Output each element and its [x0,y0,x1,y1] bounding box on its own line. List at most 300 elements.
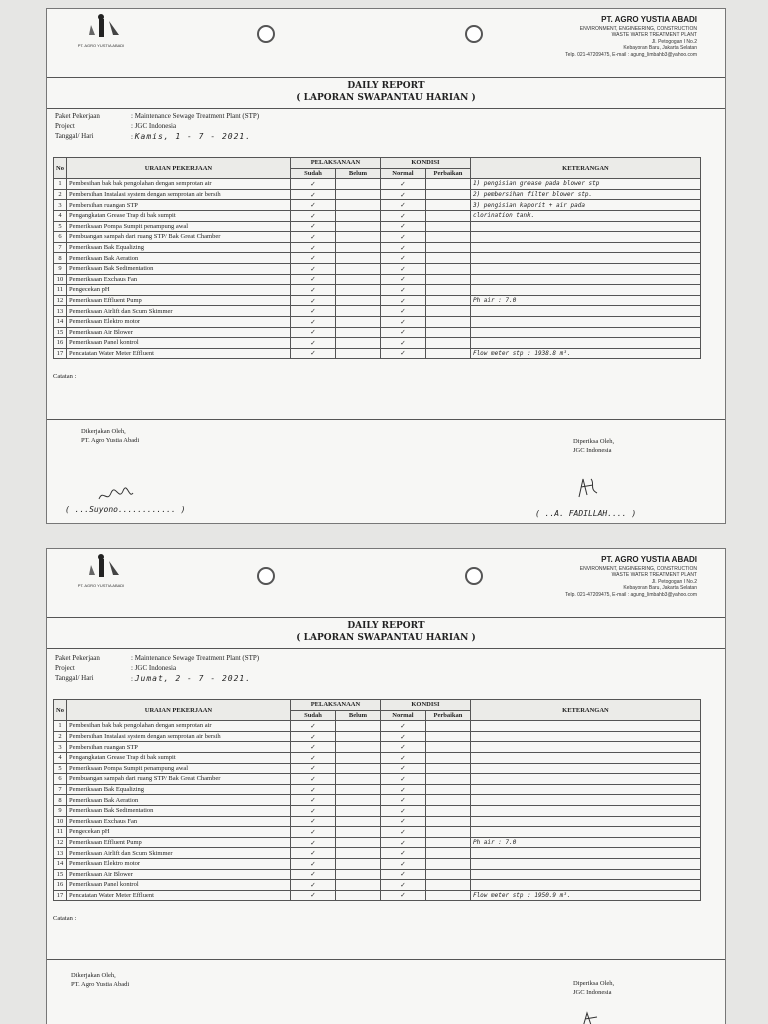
keterangan-cell [470,253,700,264]
belum-cell [335,805,380,816]
row-number: 5 [54,763,67,774]
perbaikan-cell [425,232,470,243]
table-row [54,338,701,349]
normal-check: ✓ [380,774,425,785]
logo-text: PT. AGRO YUSTIA ABADI [77,583,125,588]
sudah-check: ✓ [290,858,335,869]
normal-check: ✓ [380,827,425,838]
table-row [54,752,701,763]
col-normal: Normal [380,168,425,179]
col-no: No [54,158,67,179]
belum-cell [335,232,380,243]
task-description: Pengecekan pH [66,827,290,838]
task-description: Pemeriksaan Effluent Pump [66,295,290,306]
keterangan-cell [470,263,700,274]
keterangan-cell [470,338,700,349]
catatan-label: Catatan : [53,373,77,380]
report-title [47,77,725,109]
keterangan-cell [470,731,700,742]
keterangan-cell [470,221,700,232]
perbaikan-cell [425,752,470,763]
task-description: Pemeriksaan Exchaus Fan [66,816,290,827]
normal-check: ✓ [380,232,425,243]
task-description: Pembersihan Instalasi system dengan semprotan air bersih [66,189,290,200]
col-no: No [54,700,67,721]
table-row [54,306,701,317]
table-row [54,348,701,359]
row-number: 15 [54,869,67,880]
meta-value: : JGC Indonesia [131,122,177,130]
row-number: 16 [54,880,67,891]
normal-check: ✓ [380,338,425,349]
col-sudah: Sudah [290,168,335,179]
signature-right [573,979,614,997]
table-row [54,327,701,338]
table-row [54,763,701,774]
punch-hole [257,25,275,43]
row-number: 13 [54,848,67,859]
normal-check: ✓ [380,253,425,264]
task-description: Pemeriksaan Elektro motor [66,316,290,327]
company-name: PT. AGRO YUSTIA ABADI [601,555,697,564]
normal-check: ✓ [380,795,425,806]
row-number: 12 [54,295,67,306]
perbaikan-cell [425,263,470,274]
sign-org: PT. Agro Yustia Abadi [71,981,130,988]
perbaikan-cell [425,848,470,859]
task-description: Pembersihan Instalasi system dengan semprotan air bersih [66,731,290,742]
perbaikan-cell [425,221,470,232]
signature-scribble-left [97,485,137,505]
company-logo [61,13,141,55]
company-line: ENVIRONMENT, ENGINEERING, CONSTRUCTION [579,565,697,572]
task-description: Pemeriksaan Effluent Pump [66,837,290,848]
normal-check: ✓ [380,805,425,816]
report-table [53,699,701,901]
belum-cell [335,731,380,742]
sudah-check: ✓ [290,731,335,742]
row-number: 7 [54,784,67,795]
sudah-check: ✓ [290,200,335,211]
row-number: 9 [54,263,67,274]
perbaikan-cell [425,742,470,753]
row-number: 6 [54,774,67,785]
row-number: 6 [54,232,67,243]
table-row [54,731,701,742]
table-row [54,263,701,274]
perbaikan-cell [425,316,470,327]
punch-hole [465,567,483,585]
col-pelaksanaan: PELAKSANAAN [290,158,380,169]
normal-check: ✓ [380,306,425,317]
col-keterangan: KETERANGAN [470,158,700,179]
task-rows [54,721,701,901]
perbaikan-cell [425,253,470,264]
perbaikan-cell [425,285,470,296]
company-name: PT. AGRO YUSTIA ABADI [601,15,697,24]
perbaikan-cell [425,348,470,359]
col-keterangan: KETERANGAN [470,700,700,721]
sign-org: JGC Indonesia [573,989,612,996]
keterangan-cell [470,285,700,296]
sudah-check: ✓ [290,285,335,296]
row-number: 4 [54,752,67,763]
normal-check: ✓ [380,869,425,880]
perbaikan-cell [425,805,470,816]
perbaikan-cell [425,189,470,200]
normal-check: ✓ [380,721,425,732]
belum-cell [335,774,380,785]
sudah-check: ✓ [290,816,335,827]
table-row [54,774,701,785]
sudah-check: ✓ [290,338,335,349]
normal-check: ✓ [380,221,425,232]
meta-label: Paket Pekerjaan [55,654,100,662]
report-title [47,617,725,649]
normal-check: ✓ [380,210,425,221]
table-row [54,179,701,190]
normal-check: ✓ [380,880,425,891]
task-description: Pemeriksaan Elektro motor [66,858,290,869]
belum-cell [335,263,380,274]
row-number: 1 [54,721,67,732]
table-row [54,869,701,880]
perbaikan-cell [425,816,470,827]
keterangan-cell [470,869,700,880]
keterangan-cell [470,742,700,753]
task-description: Pembuangan sampah dari ruang STP/ Bak Great Chamber [66,232,290,243]
sudah-check: ✓ [290,263,335,274]
belum-cell [335,253,380,264]
perbaikan-cell [425,784,470,795]
keterangan-cell [470,752,700,763]
sudah-check: ✓ [290,869,335,880]
keterangan-cell: Ph air : 7.0 [470,837,700,848]
row-number: 2 [54,731,67,742]
belum-cell [335,179,380,190]
normal-check: ✓ [380,763,425,774]
sudah-check: ✓ [290,837,335,848]
col-sudah: Sudah [290,710,335,721]
table-row [54,742,701,753]
perbaikan-cell [425,295,470,306]
sudah-check: ✓ [290,721,335,732]
title-line: DAILY REPORT [347,621,425,631]
sudah-check: ✓ [290,306,335,317]
table-row [54,805,701,816]
table-row [54,274,701,285]
logo-text: PT. AGRO YUSTIA ABADI [77,43,125,48]
keterangan-cell: 2) pembersihan filter blower stp. [470,189,700,200]
task-description: Pengecekan pH [66,285,290,296]
belum-cell [335,784,380,795]
table-row [54,189,701,200]
task-description: Pemeriksaan Bak Equalizing [66,784,290,795]
belum-cell [335,763,380,774]
task-description: Pemeriksaan Panel kontrol [66,338,290,349]
sudah-check: ✓ [290,763,335,774]
belum-cell [335,316,380,327]
normal-check: ✓ [380,179,425,190]
keterangan-cell [470,805,700,816]
sudah-check: ✓ [290,232,335,243]
keterangan-cell [470,858,700,869]
company-line: ENVIRONMENT, ENGINEERING, CONSTRUCTION [579,25,697,32]
perbaikan-cell [425,731,470,742]
belum-cell [335,816,380,827]
row-number: 10 [54,816,67,827]
normal-check: ✓ [380,189,425,200]
row-number: 10 [54,274,67,285]
task-description: Pemeriksaan Air Blower [66,327,290,338]
keterangan-cell: 3) pengisian kaporit + air pada [470,200,700,211]
perbaikan-cell [425,774,470,785]
sign-label: Diperiksa Oleh, [573,980,615,987]
task-description: Pemeriksaan Panel kontrol [66,880,290,891]
normal-check: ✓ [380,752,425,763]
perbaikan-cell [425,210,470,221]
task-description: Pembersihan ruangan STP [66,200,290,211]
meta-value: : JGC Indonesia [131,664,177,672]
signer-right-name: ( ..A. FADILLAH.... ) [535,509,637,518]
sudah-check: ✓ [290,253,335,264]
belum-cell [335,795,380,806]
sign-label: Dikerjakan Oleh, [71,972,116,979]
sudah-check: ✓ [290,890,335,901]
task-description: Pengangkatan Grease Trap di bak sumpit [66,210,290,221]
belum-cell [335,858,380,869]
row-number: 13 [54,306,67,317]
sudah-check: ✓ [290,348,335,359]
report-meta: Paket Pekerjaan : Maintenance Sewage Treatment Plant (STP) Project : JGC Indonesia Tanggal/ Hari : Jumat, 2 - 7 - 2021. [47,653,725,683]
task-description: Pembesihan bak bak pengolahan dengan semprotan air [66,721,290,732]
table-row [54,784,701,795]
normal-check: ✓ [380,295,425,306]
col-uraian: URAIAN PEKERJAAN [66,158,290,179]
row-number: 3 [54,742,67,753]
row-number: 17 [54,890,67,901]
company-header [565,557,697,598]
sudah-check: ✓ [290,742,335,753]
task-description: Pemeriksaan Bak Equalizing [66,242,290,253]
normal-check: ✓ [380,890,425,901]
row-number: 14 [54,858,67,869]
normal-check: ✓ [380,316,425,327]
belum-cell [335,210,380,221]
row-number: 14 [54,316,67,327]
task-description: Pemeriksaan Exchaus Fan [66,274,290,285]
row-number: 11 [54,285,67,296]
meta-value: : Maintenance Sewage Treatment Plant (STP) [131,112,260,120]
row-number: 8 [54,253,67,264]
table-row [54,232,701,243]
sudah-check: ✓ [290,795,335,806]
meta-value: : Maintenance Sewage Treatment Plant (STP) [131,654,260,662]
title-line: DAILY REPORT [347,81,425,91]
company-line: Jl. Petogogan I No.2 [651,38,697,45]
perbaikan-cell [425,795,470,806]
table-row [54,721,701,732]
task-description: Pemeriksaan Pompa Sumpit penampung awal [66,221,290,232]
sudah-check: ✓ [290,327,335,338]
belum-cell [335,890,380,901]
perbaikan-cell [425,721,470,732]
sudah-check: ✓ [290,774,335,785]
row-number: 2 [54,189,67,200]
company-header [565,17,697,58]
perbaikan-cell [425,306,470,317]
keterangan-cell [470,232,700,243]
keterangan-cell [470,848,700,859]
task-description: Pemeriksaan Airlift dan Scum Skimmer [66,848,290,859]
task-description: Pemeriksaan Bak Aeration [66,253,290,264]
keterangan-cell: clorination tank. [470,210,700,221]
task-description: Pemeriksaan Bak Aeration [66,795,290,806]
keterangan-cell [470,327,700,338]
meta-label: Paket Pekerjaan [55,112,100,120]
keterangan-cell [470,774,700,785]
keterangan-cell: Ph air : 7.0 [470,295,700,306]
belum-cell [335,827,380,838]
divider [47,959,725,960]
perbaikan-cell [425,880,470,891]
normal-check: ✓ [380,263,425,274]
keterangan-cell [470,242,700,253]
meta-label: Tanggal/ Hari [55,132,94,140]
table-row [54,858,701,869]
perbaikan-cell [425,179,470,190]
row-number: 3 [54,200,67,211]
signature-left [81,427,139,445]
task-description: Pemeriksaan Bak Sedimentation [66,805,290,816]
normal-check: ✓ [380,327,425,338]
title-line: ( LAPORAN SWAPANTAU HARIAN ) [296,93,476,103]
catatan-label: Catatan : [53,915,77,922]
company-line: Jl. Petogogan I No.2 [651,578,697,585]
normal-check: ✓ [380,285,425,296]
row-number: 15 [54,327,67,338]
sign-label: Diperiksa Oleh, [573,438,615,445]
sudah-check: ✓ [290,221,335,232]
normal-check: ✓ [380,816,425,827]
keterangan-cell [470,763,700,774]
sudah-check: ✓ [290,189,335,200]
normal-check: ✓ [380,200,425,211]
col-belum: Belum [335,710,380,721]
col-kondisi: KONDISI [380,700,470,711]
table-row [54,295,701,306]
table-row [54,200,701,211]
row-number: 5 [54,221,67,232]
keterangan-cell [470,827,700,838]
keterangan-cell [470,795,700,806]
normal-check: ✓ [380,784,425,795]
row-number: 8 [54,795,67,806]
task-description: Pemeriksaan Bak Sedimentation [66,263,290,274]
col-belum: Belum [335,168,380,179]
keterangan-cell: Flow meter stp : 1938.8 m³. [470,348,700,359]
belum-cell [335,285,380,296]
col-uraian: URAIAN PEKERJAAN [66,700,290,721]
sudah-check: ✓ [290,880,335,891]
signature-scribble-right [577,1011,607,1024]
belum-cell [335,837,380,848]
signer-left-name: ( ...Suyono............ ) [65,505,186,514]
table-row [54,242,701,253]
table-row [54,210,701,221]
date-handwritten: Kamis, 1 - 7 - 2021. [134,131,252,141]
table-row [54,795,701,806]
meta-label: Tanggal/ Hari [55,674,94,682]
belum-cell [335,200,380,211]
table-row [54,890,701,901]
punch-hole [257,567,275,585]
normal-check: ✓ [380,837,425,848]
keterangan-cell [470,316,700,327]
keterangan-cell [470,784,700,795]
perbaikan-cell [425,837,470,848]
belum-cell [335,338,380,349]
keterangan-cell [470,721,700,732]
col-normal: Normal [380,710,425,721]
perbaikan-cell [425,274,470,285]
row-number: 1 [54,179,67,190]
table-row [54,848,701,859]
sudah-check: ✓ [290,784,335,795]
row-number: 12 [54,837,67,848]
sudah-check: ✓ [290,179,335,190]
company-line: Kebayoran Baru, Jakarta Selatan [623,585,697,591]
task-description: Pencatatan Water Meter Effluent [66,890,290,901]
row-number: 11 [54,827,67,838]
keterangan-cell [470,880,700,891]
task-description: Pemeriksaan Pompa Sumpit penampung awal [66,763,290,774]
signature-scribble-right [573,475,603,499]
perbaikan-cell [425,200,470,211]
belum-cell [335,742,380,753]
sudah-check: ✓ [290,827,335,838]
row-number: 17 [54,348,67,359]
normal-check: ✓ [380,731,425,742]
belum-cell [335,295,380,306]
perbaikan-cell [425,827,470,838]
signature-left [71,971,129,989]
table-row [54,880,701,891]
belum-cell [335,274,380,285]
report-meta: Paket Pekerjaan : Maintenance Sewage Treatment Plant (STP) Project : JGC Indonesia Tanggal/ Hari : Kamis, 1 - 7 - 2021. [47,111,725,141]
perbaikan-cell [425,869,470,880]
punch-hole [465,25,483,43]
sudah-check: ✓ [290,210,335,221]
company-logo [61,553,141,595]
table-row [54,816,701,827]
col-perbaikan: Perbaikan [425,710,470,721]
signature-right [573,437,614,455]
keterangan-cell [470,816,700,827]
task-description: Pencatatan Water Meter Effluent [66,348,290,359]
belum-cell [335,189,380,200]
belum-cell [335,348,380,359]
date-handwritten: Jumat, 2 - 7 - 2021. [134,673,252,683]
company-line: Telp. 021-47209475, E-mail : agung_limbahb3@yahoo.com [565,51,697,58]
sign-label: Dikerjakan Oleh, [81,428,126,435]
task-description: Pembuangan sampah dari ruang STP/ Bak Great Chamber [66,774,290,785]
meta-label: Project [55,122,75,130]
table-row [54,253,701,264]
title-line: ( LAPORAN SWAPANTAU HARIAN ) [296,633,476,643]
belum-cell [335,880,380,891]
keterangan-cell: Flow meter stp : 1950.9 m³. [470,890,700,901]
